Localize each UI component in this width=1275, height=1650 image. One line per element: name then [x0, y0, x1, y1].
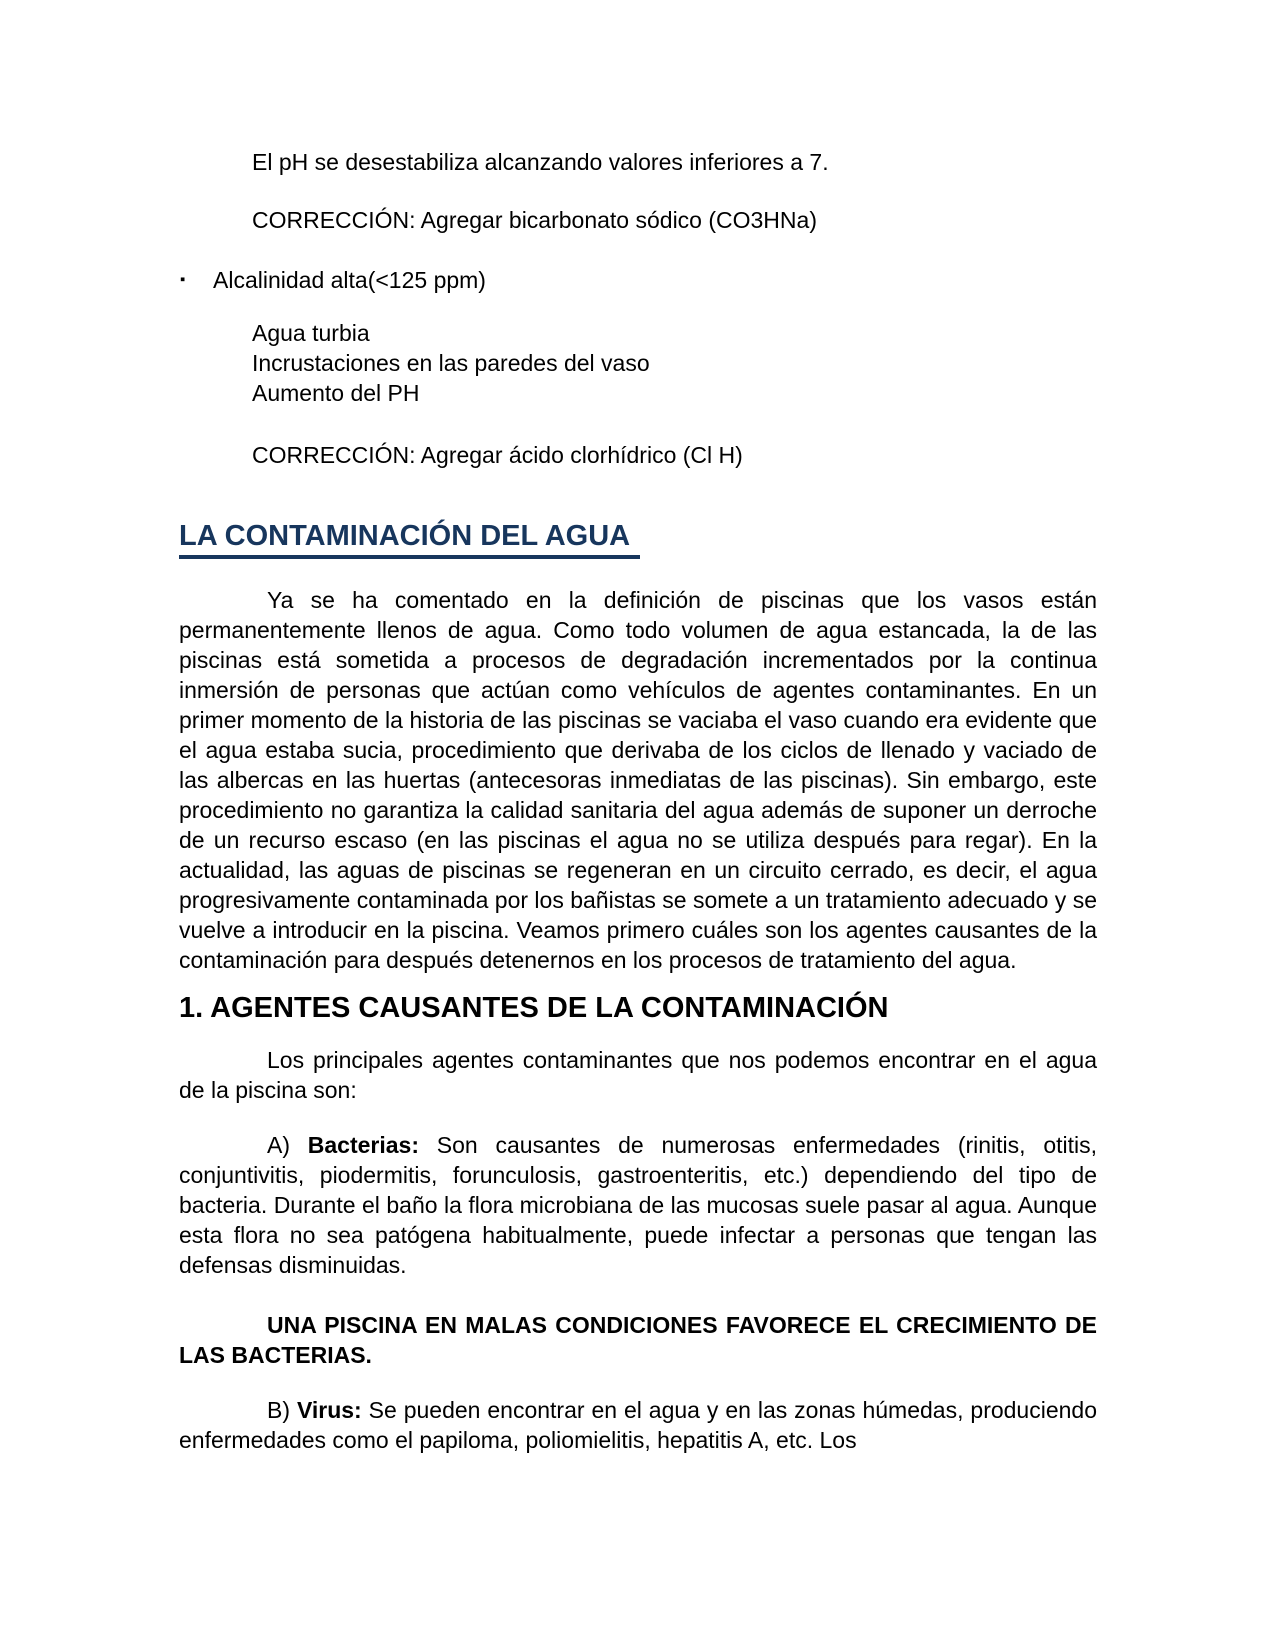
bacteria-description: Son causantes de numerosas enfermedades (rinitis, otitis, conjuntivitis, piodermitis, forunculosis, gastroenteritis, etc.) dependiendo del tipo de bacteria. Durante el baño la flora microbiana de las mucosas suele pasar al agua. Aunque esta flora no sea patógena habitualmente, puede infectar a personas que tengan las defensas disminuidas. [179, 1132, 1097, 1278]
effect-line-incrustations: Incrustaciones en las paredes del vaso [252, 350, 650, 376]
effect-line-turbid-water: Agua turbia [252, 320, 370, 346]
document-content [179, 0, 1097, 1455]
virus-description: Se pueden encontrar en el agua y en las zonas húmedas, produciendo enfermedades como el papiloma, poliomielitis, hepatitis A, etc. Los [179, 1397, 1097, 1453]
square-bullet-icon: ▪ [180, 271, 186, 288]
intro-paragraph: Ya se ha comentado en la definición de piscinas que los vasos están permanentemente llenos de agua. Como todo volumen de agua estancada, la de las piscinas está sometida a procesos de degradación incrementados por la continua inmersión de personas que actúan como vehículos de agentes contaminantes. En un primer momento de la historia de las piscinas se vaciaba el vaso cuando era evidente que el agua estaba sucia, procedimiento que derivaba de los ciclos de llenado y vaciado de las albercas en las huertas (antecesoras inmediatas de las piscinas). Sin embargo, este procedimiento no garantiza la calidad sanitaria del agua además de suponer un derroche de un recurso escaso (en las piscinas el agua no se utiliza después para regar). En la actualidad, las aguas de piscinas se regeneran en un circuito cerrado, es decir, el agua progresivamente contaminada por los bañistas se somete a un tratamiento adecuado y se vuelve a introducir en la piscina. Veamos primero cuáles son los agentes causantes de la contaminación para después detenernos en los procesos de tratamiento del agua. [179, 587, 1097, 973]
bacteria-paragraph [179, 1130, 1097, 1280]
bullet-item-label: Alcalinidad alta(<125 ppm) [213, 267, 486, 293]
alkalinity-effects-list [252, 318, 1097, 408]
ph-instability-line: El pH se desestabiliza alcanzando valores inferiores a 7. [252, 149, 829, 175]
bacteria-item-prefix: A) [267, 1132, 308, 1158]
warning-paragraph: UNA PISCINA EN MALAS CONDICIONES FAVORECE EL CRECIMIENTO DE LAS BACTERIAS. [179, 1312, 1097, 1368]
correction-acid-line: CORRECCIÓN: Agregar ácido clorhídrico (Cl H) [252, 442, 743, 468]
bullet-item-alkalinity [179, 265, 1097, 295]
virus-paragraph [179, 1395, 1097, 1455]
virus-term: Virus: [296, 1397, 362, 1423]
section-heading-water-contamination [179, 518, 1097, 559]
subsection-heading-contamination-agents: 1. AGENTES CAUSANTES DE LA CONTAMINACIÓN [179, 992, 889, 1024]
section-heading-text: LA CONTAMINACIÓN DEL AGUA [179, 518, 640, 559]
agents-intro-paragraph: Los principales agentes contaminantes que nos podemos encontrar en el agua de la piscina son: [179, 1047, 1097, 1103]
correction-bicarbonate-line: CORRECCIÓN: Agregar bicarbonato sódico (CO3HNa) [252, 207, 817, 233]
bacteria-term: Bacterias: [307, 1132, 420, 1158]
effect-line-ph-increase: Aumento del PH [252, 380, 420, 406]
virus-item-prefix: B) [267, 1397, 297, 1423]
